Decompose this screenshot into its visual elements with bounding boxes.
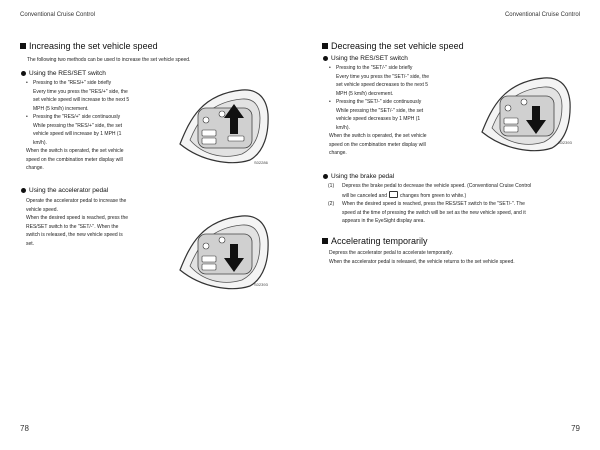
- heading-decreasing-speed: Decreasing the set vehicle speed: [322, 41, 464, 51]
- heading-accelerating-temporarily: Accelerating temporarily: [322, 236, 428, 246]
- after-text: When the switch is operated, the set vehicle speed on the combination meter display will change.: [26, 148, 124, 171]
- steering-wheel-illustration: [172, 74, 272, 169]
- square-bullet-icon: [322, 43, 328, 49]
- accelerator-text-left: Operate the accelerator pedal to increase the vehicle speed. When the desired speed is reached, press the RES/SET switch to the "SET/-". When the switch is released, the new vehicle speed is set.: [26, 198, 129, 247]
- res-set-instructions-left: [26, 79, 156, 173]
- res-set-instructions-right: [329, 64, 459, 158]
- accelerating-temporarily-text: Depress the accelerator pedal to accelerate temporarily. When the accelerator pedal is released, the vehicle returns to the set vehicle speed.: [329, 250, 515, 265]
- bullet-item: • Pressing the "RES/+" side continuously: [26, 114, 121, 120]
- square-bullet-icon: [322, 238, 328, 244]
- running-header-left: Conventional Cruise Control: [20, 12, 96, 18]
- subheading-accelerator-left: Using the accelerator pedal: [21, 187, 108, 194]
- figure-code: S02393: [558, 140, 572, 145]
- brake-instructions: [328, 182, 582, 226]
- bullet-item: • Pressing the "SET/-" side continuously: [329, 99, 422, 105]
- round-bullet-icon: [323, 56, 328, 61]
- round-bullet-icon: [21, 71, 26, 76]
- square-bullet-icon: [20, 43, 26, 49]
- heading-increasing-speed: Increasing the set vehicle speed: [20, 41, 158, 51]
- subheading-res-set-right: Using the RES/SET switch: [323, 55, 408, 62]
- subheading-brake: Using the brake pedal: [323, 173, 394, 180]
- cruise-indicator-icon: [389, 191, 398, 198]
- page-number-left: 78: [20, 424, 29, 433]
- bullet-body: Every time you press the "RES/+" side, the set vehicle speed will increase to the next 5 MPH (5 km/h) increment.: [33, 88, 130, 112]
- bullet-body: While pressing the "RES/+" side, the set vehicle speed will increase by 1 MPH (1 km/h).: [33, 122, 123, 146]
- running-header-right: Conventional Cruise Control: [504, 12, 580, 18]
- bullet-body: While pressing the "SET/-" side, the set vehicle speed decreases by 1 MPH (1 km/h).: [336, 107, 424, 131]
- after-text: When the switch is operated, the set vehicle speed on the combination meter display will change.: [329, 133, 427, 156]
- subheading-res-set-left: Using the RES/SET switch: [21, 70, 106, 77]
- round-bullet-icon: [21, 188, 26, 193]
- numbered-item: (2) When the desired speed is reached, press the RES/SET switch to the "SET/-". The speed at the time of pressing the switch will be set as the new vehicle speed, and it appears in the EyeSight display area.: [328, 201, 526, 224]
- figure-code: S02393: [254, 282, 268, 287]
- steering-switch-figure-down-right: [474, 62, 574, 157]
- round-bullet-icon: [323, 174, 328, 179]
- numbered-item: (1) Depress the brake pedal to decrease the vehicle speed. (Conventional Cruise Control will be canceled and changes from green to white.): [328, 183, 532, 199]
- steering-switch-figure-up: [172, 74, 272, 169]
- steering-switch-figure-down-left: [172, 200, 272, 295]
- bullet-item: • Pressing to the "SET/-" side briefly: [329, 65, 413, 71]
- bullet-item: • Pressing to the "RES/+" side briefly: [26, 80, 112, 86]
- figure-code: S02286: [254, 160, 268, 165]
- intro-text: The following two methods can be used to increase the set vehicle speed.: [27, 57, 191, 63]
- page-number-right: 79: [571, 424, 580, 433]
- bullet-body: Every time you press the "SET/-" side, the set vehicle speed decreases to the next 5 MPH (5 km/h) decrement.: [336, 73, 430, 97]
- steering-wheel-illustration: [172, 200, 272, 295]
